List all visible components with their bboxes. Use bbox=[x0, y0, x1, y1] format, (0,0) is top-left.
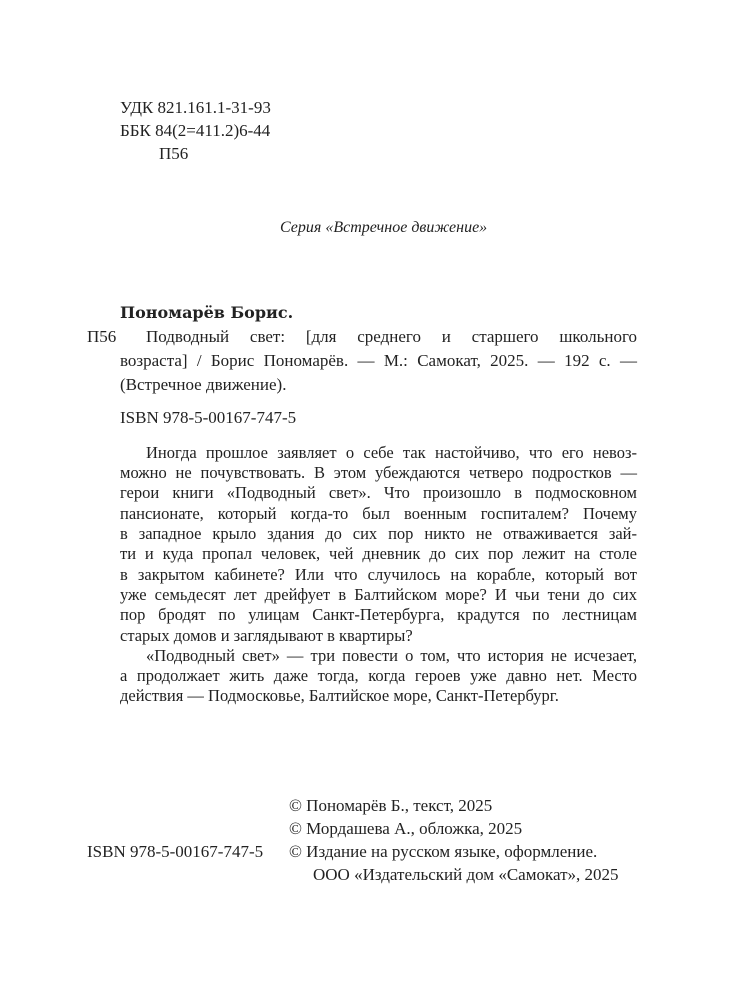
annotation-line: «Подводный свет» — три повести о том, что история не исчезает, bbox=[146, 646, 637, 665]
record-line: (Встречное движение). bbox=[120, 375, 287, 394]
record-line: возраста] / Борис Пономарёв. — М.: Самокат, 2025. — 192 с. — bbox=[120, 351, 637, 370]
series-title: Серия «Встречное движение» bbox=[280, 219, 488, 236]
annotation-line: пансионате, который когда-то был военным госпиталем? Почему bbox=[120, 504, 637, 523]
copyright-line: ООО «Издательский дом «Самокат», 2025 bbox=[313, 865, 619, 884]
annotation-line: можно не почувствовать. В этом убеждаются четверо подростков — bbox=[120, 463, 637, 482]
udk-code: УДК 821.161.1-31-93 bbox=[120, 98, 271, 117]
annotation-line: в закрытом кабинете? Или что случилось на корабле, который вот bbox=[120, 565, 637, 584]
annotation-line: уже семьдесят лет дрейфует в Балтийском море? И чьи тени до сих bbox=[120, 585, 637, 604]
record-line: Подводный свет: [для среднего и старшего школьного bbox=[146, 327, 637, 346]
copyright-line: © Мордашева А., обложка, 2025 bbox=[289, 819, 523, 838]
annotation-line: ти и куда пропал человек, чей дневник до сих пор лежит на столе bbox=[120, 544, 637, 563]
author-name: Пономарёв Борис. bbox=[120, 303, 294, 322]
annotation-line: Иногда прошлое заявляет о себе так настойчиво, что его невоз- bbox=[146, 443, 637, 462]
copyright-line: © Издание на русском языке, оформление. bbox=[289, 842, 598, 861]
bbk-code: ББК 84(2=411.2)6-44 bbox=[120, 121, 271, 140]
isbn-bottom: ISBN 978-5-00167-747-5 bbox=[87, 842, 264, 861]
annotation-line: герои книги «Подводный свет». Что произошло в подмосковном bbox=[120, 483, 637, 502]
isbn: ISBN 978-5-00167-747-5 bbox=[120, 408, 297, 427]
record-author-mark: П56 bbox=[87, 327, 117, 346]
annotation-line: пор бродят по улицам Санкт-Петербурга, крадутся по лестницам bbox=[120, 605, 637, 624]
author-mark: П56 bbox=[159, 144, 189, 163]
annotation-line: старых домов и заглядывают в квартиры? bbox=[120, 626, 413, 645]
annotation-line: в западное крыло здания до сих пор никто не отваживается зай- bbox=[120, 524, 637, 543]
annotation-line: действия — Подмосковье, Балтийское море, Санкт-Петербург. bbox=[120, 686, 559, 705]
annotation-line: а продолжает жить даже тогда, когда героев уже давно нет. Место bbox=[120, 666, 637, 685]
copyright-line: © Пономарёв Б., текст, 2025 bbox=[289, 796, 493, 815]
